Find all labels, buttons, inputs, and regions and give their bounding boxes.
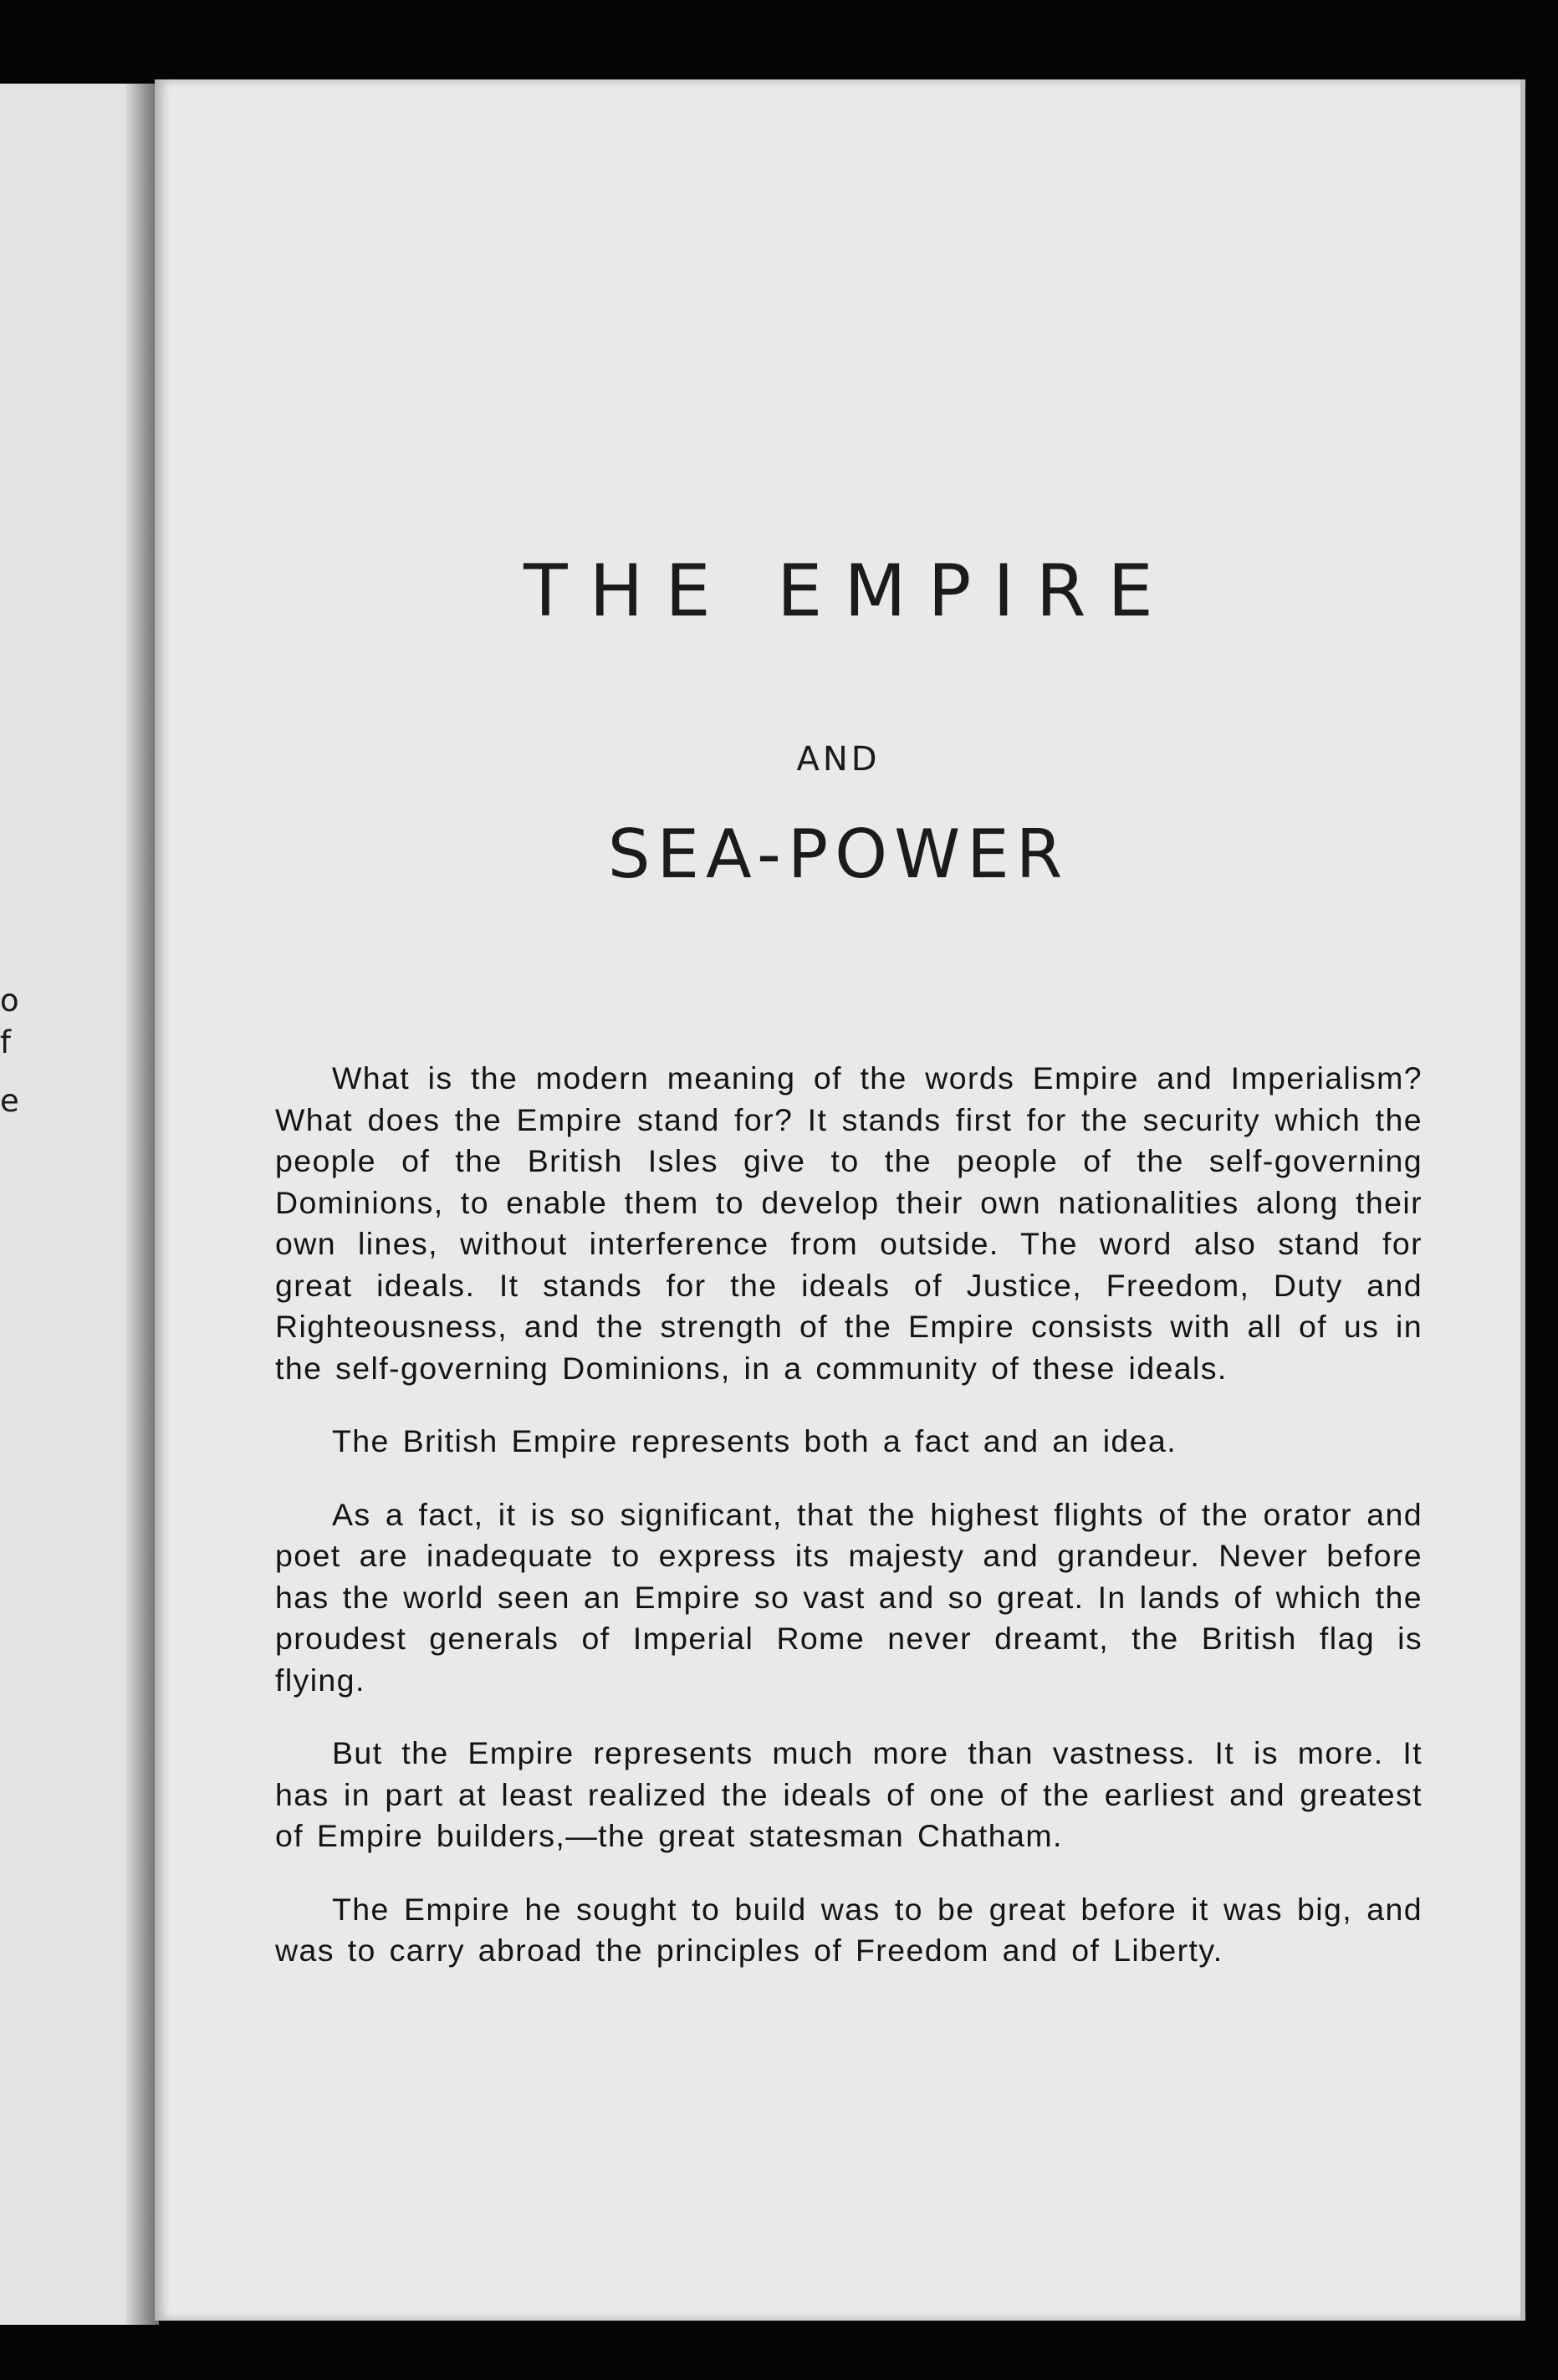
- paragraph: As a fact, it is so significant, that the highest flights of the orator and poet are inadequate to express its majesty and grandeur. Never before has the world seen an Empire so vast and so great. In lands of which the proudest generals of Imperial Rome never dreamt, the British flag is flying.: [275, 1496, 1423, 1698]
- page-edge: [1520, 79, 1525, 2321]
- page-subtitle: SEA-POWER: [607, 815, 1070, 893]
- book-gutter: [125, 84, 159, 2325]
- left-page-fragment: f: [0, 1024, 12, 1060]
- left-page-fragment: o: [0, 983, 19, 1019]
- body-text: [275, 1058, 1423, 2004]
- title-conjunction: AND: [796, 740, 881, 779]
- paragraph: The Empire he sought to build was to be great before it was big, and was to carry abroad the principles of Freedom and of Liberty.: [275, 1891, 1423, 1968]
- document-page: [155, 79, 1522, 2321]
- left-facing-page: [0, 84, 146, 2325]
- left-page-fragment: e: [0, 1083, 19, 1119]
- paragraph: The British Empire represents both a fact and an idea.: [332, 1423, 1177, 1458]
- page-title: THE EMPIRE: [524, 549, 1175, 633]
- paragraph: But the Empire represents much more than vastness. It is more. It has in part at least realized the ideals of one of the earliest and greatest of Empire builders,—the great statesman Chatham.: [275, 1735, 1423, 1853]
- paragraph: What is the modern meaning of the words Empire and Imperialism? What does the Empire stand for? It stands first for the security which the people of the British Isles give to the people of the self-governing Dominions, to enable them to develop their own nationalities along their own lines, without interference from outside. The word also stand for great ideals. It stands for the ideals of Justice, Freedom, Duty and Righteousness, and the strength of the Empire consists with all of us in the self-governing Dominions, in a community of these ideals.: [275, 1060, 1423, 1386]
